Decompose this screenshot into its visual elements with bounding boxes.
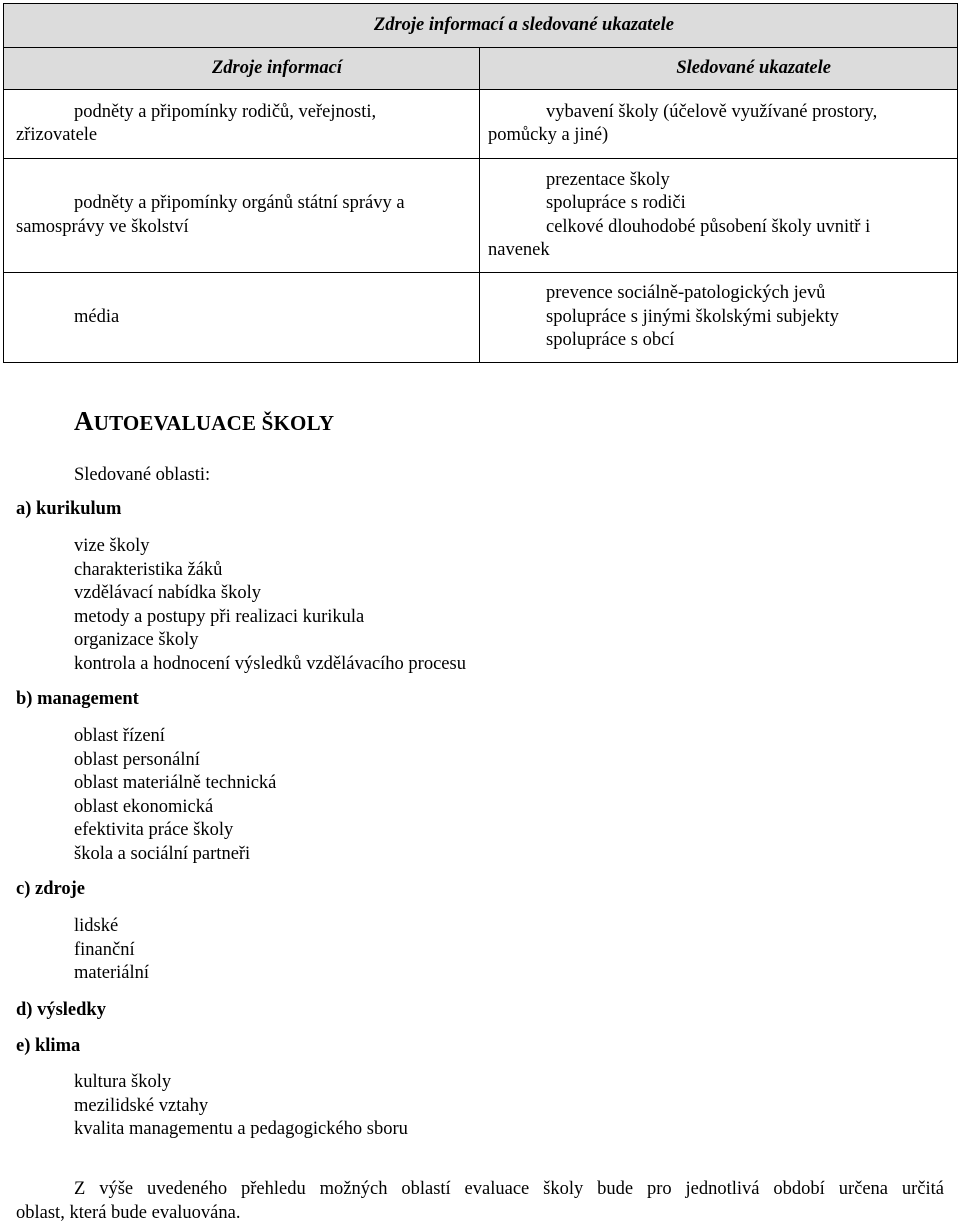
section-heading	[74, 406, 335, 436]
cell-line: spolupráce s rodiči	[546, 193, 686, 213]
conclusion-paragraph	[16, 1178, 944, 1225]
list-item: mezilidské vztahy	[74, 1095, 209, 1116]
cell-line: pomůcky a jiné)	[488, 125, 609, 145]
list-item: finanční	[74, 939, 135, 960]
heading-rest: UTOEVALUACE ŠKOLY	[93, 411, 335, 435]
table-cell-source	[4, 273, 480, 363]
column-header-indicators: Sledované ukazatele	[480, 48, 958, 90]
table-cell-indicator	[480, 273, 958, 363]
list-item: kvalita managementu a pedagogického sboru	[74, 1119, 408, 1139]
list-item: oblast materiálně technická	[74, 773, 277, 793]
area-label-kurikulum: a) kurikulum	[16, 499, 122, 519]
column-header-sources: Zdroje informací	[4, 48, 480, 90]
info-table	[3, 3, 958, 363]
subheading: Sledované oblasti:	[74, 465, 211, 485]
list-item: kontrola a hodnocení výsledků vzdělávacího procesu	[74, 653, 466, 674]
table-cell-source	[4, 90, 480, 159]
list-item: organizace školy	[74, 630, 199, 650]
list-item: vzdělávací nabídka školy	[74, 583, 261, 603]
area-label-vysledky: d) výsledky	[16, 1000, 106, 1020]
cell-line: spolupráce s obcí	[546, 330, 675, 350]
cell-line: spolupráce s jinými školskými subjekty	[546, 306, 839, 327]
cell-line: zřizovatele	[16, 125, 98, 145]
table-row	[4, 273, 958, 363]
list-item: oblast ekonomická	[74, 796, 214, 817]
area-label-management: b) management	[16, 689, 139, 709]
area-list-management	[74, 725, 276, 866]
list-item: materiální	[74, 963, 149, 983]
area-list-klima	[74, 1071, 408, 1142]
cell-line: média	[74, 306, 120, 327]
cell-line: prevence sociálně-patologických jevů	[546, 283, 826, 303]
table-cell-indicator	[480, 159, 958, 273]
list-item: kultura školy	[74, 1072, 172, 1092]
list-item: škola a sociální partneři	[74, 843, 251, 864]
list-item: metody a postupy při realizaci kurikula	[74, 606, 365, 627]
list-item: vize školy	[74, 536, 150, 556]
conclusion-line-2: oblast, která bude evaluována.	[16, 1202, 241, 1223]
list-item: charakteristika žáků	[74, 559, 223, 580]
table-cell-source	[4, 159, 480, 273]
list-item: lidské	[74, 916, 119, 936]
cell-line: navenek	[488, 240, 550, 260]
list-item: oblast řízení	[74, 726, 165, 746]
list-item: efektivita práce školy	[74, 820, 234, 840]
cell-line: vybavení školy (účelově využívané prostory,	[546, 101, 878, 122]
area-label-zdroje: c) zdroje	[16, 879, 85, 899]
table-title: Zdroje informací a sledované ukazatele	[4, 4, 958, 48]
cell-line: podněty a připomínky rodičů, veřejnosti,	[74, 101, 377, 122]
heading-initial: A	[74, 406, 94, 436]
cell-line: samosprávy ve školství	[16, 216, 189, 237]
conclusion-line-1: Z výše uvedeného přehledu možných oblastí evaluace školy bude pro jednotlivá období určena určitá	[74, 1179, 944, 1199]
cell-line: podněty a připomínky orgánů státní správy a	[74, 193, 405, 213]
cell-line: prezentace školy	[546, 169, 670, 190]
area-label-klima: e) klima	[16, 1036, 81, 1056]
table-row	[4, 90, 958, 159]
area-list-zdroje	[74, 915, 149, 986]
table-row	[4, 159, 958, 273]
table-cell-indicator	[480, 90, 958, 159]
cell-line: celkové dlouhodobé působení školy uvnitř i	[546, 216, 871, 237]
list-item: oblast personální	[74, 749, 200, 770]
area-list-kurikulum	[74, 535, 466, 676]
